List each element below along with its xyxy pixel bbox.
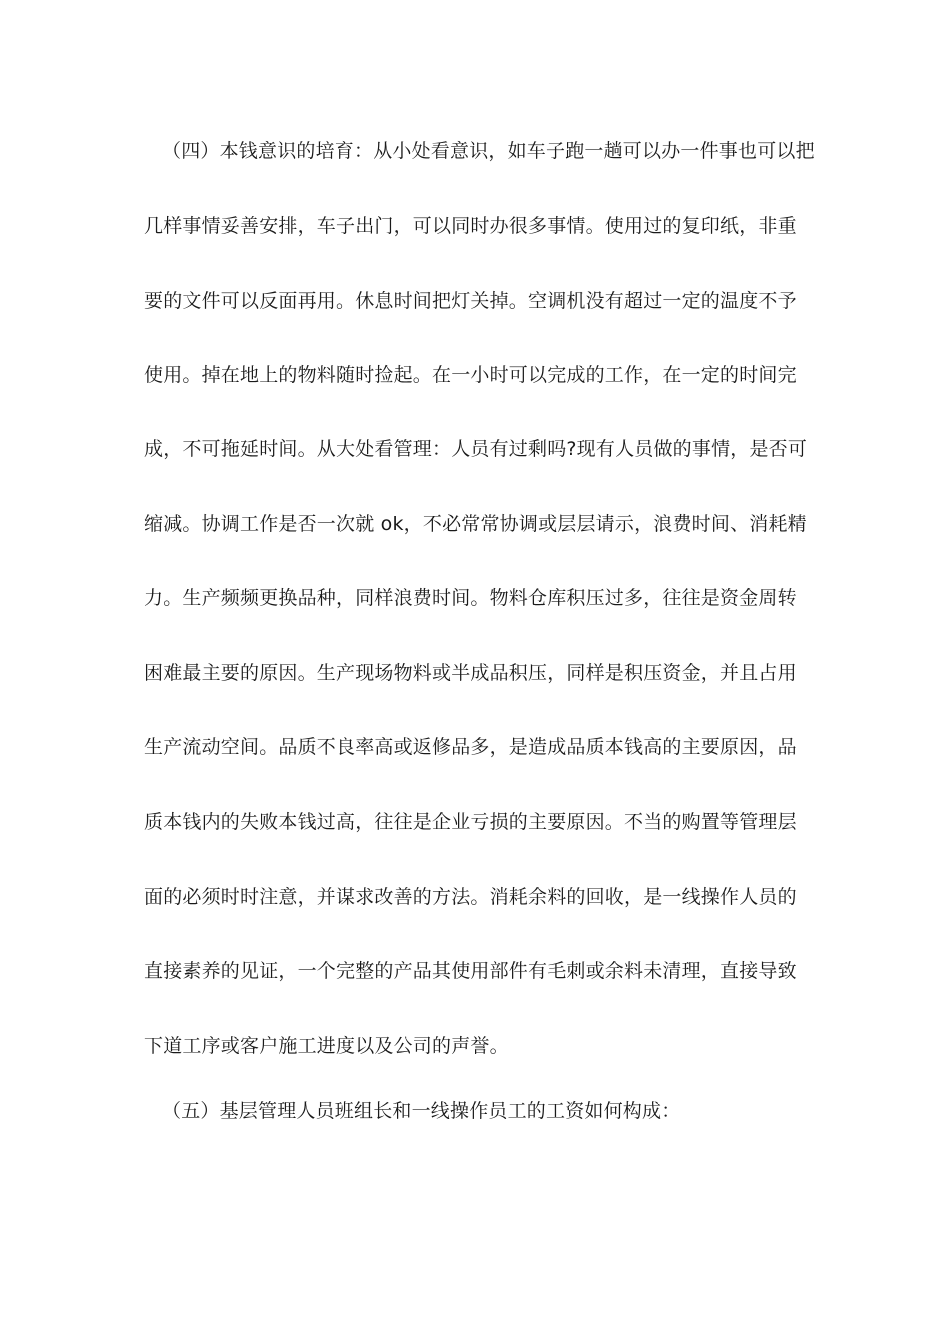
section5-heading: （五）基层管理人员班组长和一线操作员工的工资如何构成： [162, 1100, 681, 1122]
paragraph-line: 成，不可拖延时间。从大处看管理：人员有过剩吗?现有人员做的事情，是否可 [144, 438, 808, 460]
paragraph-line: 直接素养的见证，一个完整的产品其使用部件有毛刺或余料未清理，直接导致 [144, 960, 797, 982]
paragraph-line: 力。生产频频更换品种，同样浪费时间。物料仓库积压过多，往往是资金周转 [144, 587, 797, 609]
paragraph-line: 面的必须时时注意，并谋求改善的方法。消耗余料的回收，是一线操作人员的 [144, 886, 797, 908]
paragraph-line: 使用。掉在地上的物料随时捡起。在一小时可以完成的工作，在一定的时间完 [144, 364, 797, 386]
paragraph-line: 生产流动空间。品质不良率高或返修品多，是造成品质本钱高的主要原因，品 [144, 736, 797, 758]
paragraph-line: 缩减。协调工作是否一次就 ok，不必常常协调或层层请示，浪费时间、消耗精 [144, 513, 807, 535]
paragraph-line: 几样事情妥善安排，车子出门，可以同时办很多事情。使用过的复印纸，非重 [144, 215, 797, 237]
paragraph-line: 下道工序或客户施工进度以及公司的声誉。 [144, 1035, 509, 1057]
paragraph-line: 要的文件可以反面再用。休息时间把灯关掉。空调机没有超过一定的温度不予 [144, 290, 797, 312]
paragraph-line: 困难最主要的原因。生产现场物料或半成品积压，同样是积压资金，并且占用 [144, 662, 797, 684]
paragraph-line: 质本钱内的失败本钱过高，往往是企业亏损的主要原因。不当的购置等管理层 [144, 811, 797, 833]
section4-heading-line: （四）本钱意识的培育：从小处看意识，如车子跑一趟可以办一件事也可以把 [162, 140, 815, 162]
